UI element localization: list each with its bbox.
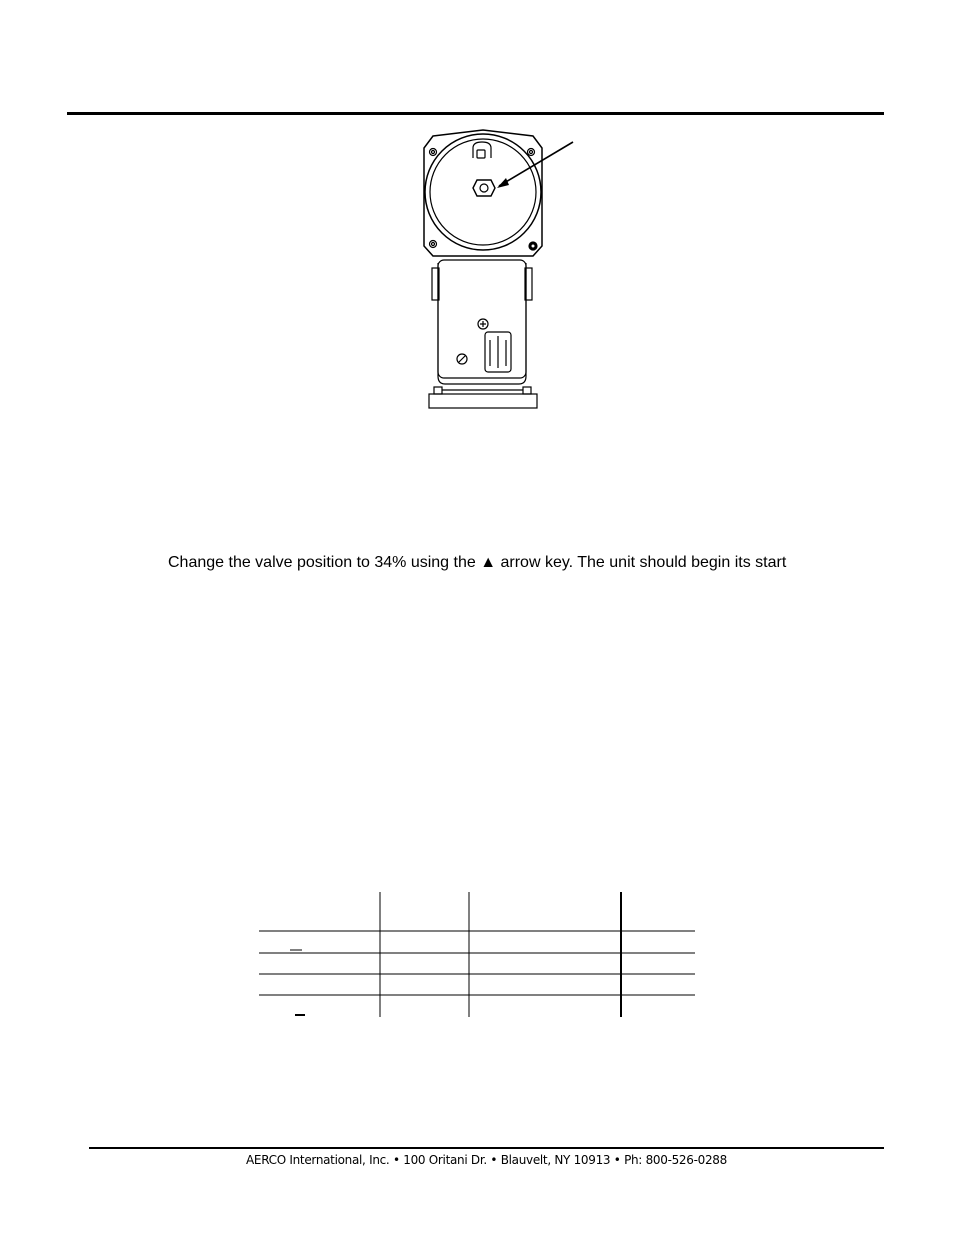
data-table [259,892,695,1017]
step-instruction-text: Change the valve position to 34% using the ▲ arrow key. The unit should begin its start [168,554,787,571]
air-fuel-valve-drawing-icon [405,128,585,413]
air-fuel-valve-figure [405,128,585,413]
footer-rule [89,1147,884,1149]
footer-address: AERCO International, Inc. • 100 Oritani Dr. • Blauvelt, NY 10913 • Ph: 800-526-0288 [246,1153,727,1167]
header-rule [67,112,884,115]
table-grid [259,892,695,1017]
